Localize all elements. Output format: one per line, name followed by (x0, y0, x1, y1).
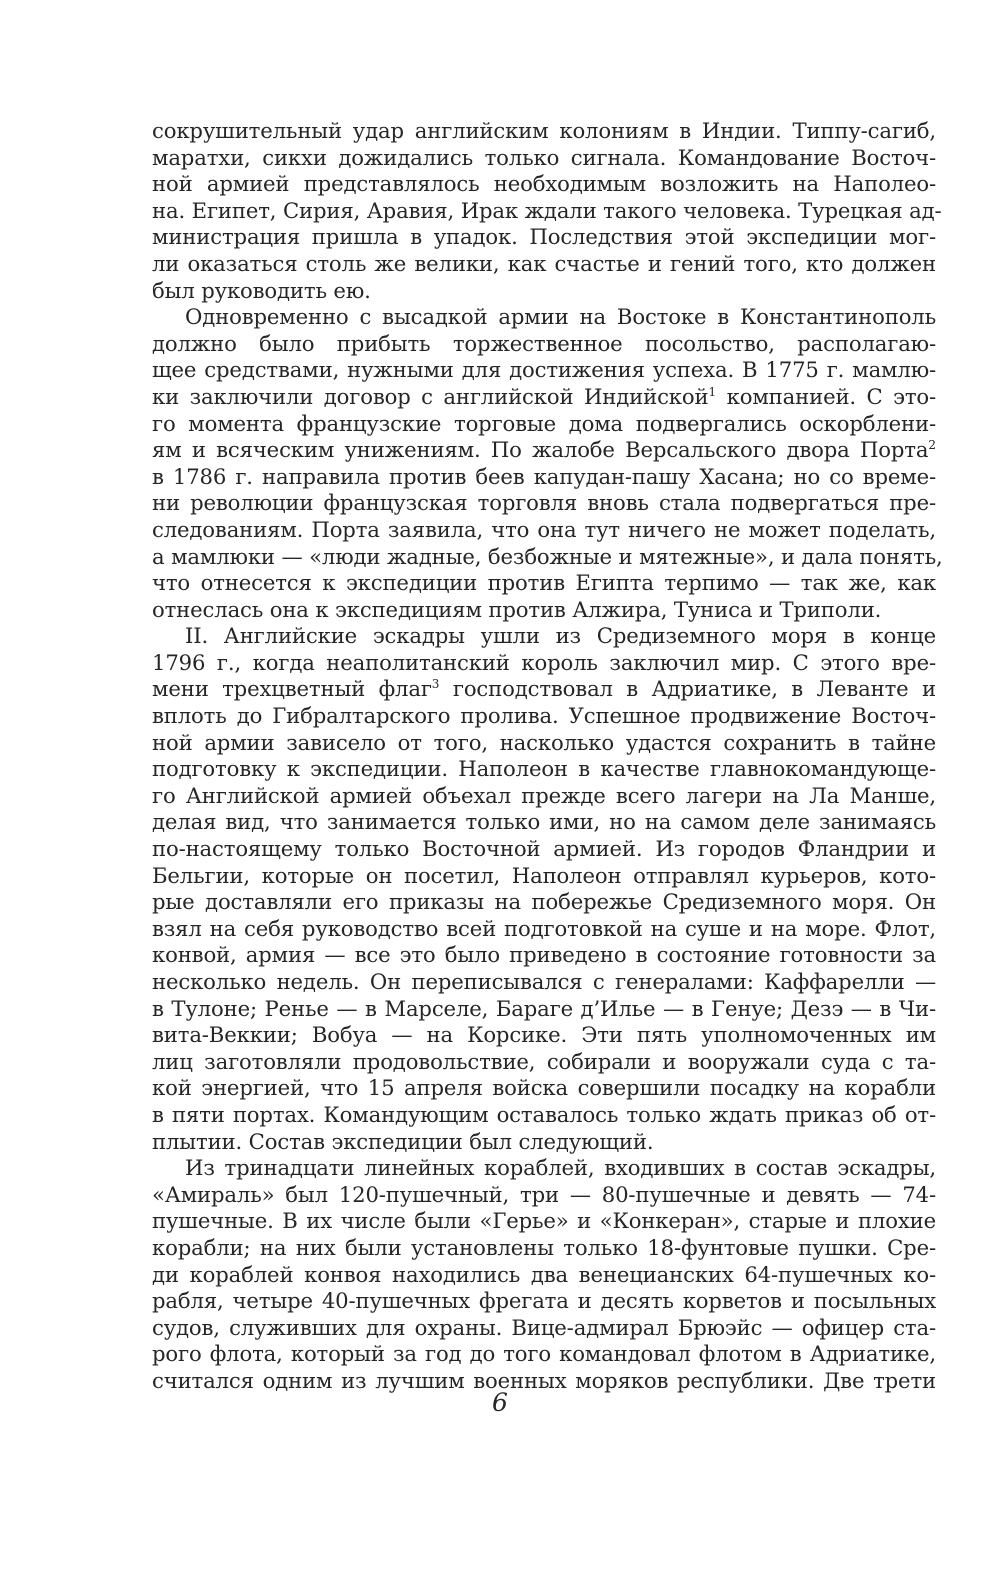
text-line (152, 490, 936, 517)
line-text: ной армии зависело от того, насколько удастся сохранить в тайне (152, 729, 936, 755)
line-text: на. Египет, Сирия, Аравия, Ирак ждали такого человека. Турецкая ад- (152, 197, 942, 223)
page-number: 6 (492, 1388, 508, 1417)
text-line (152, 676, 936, 703)
line-text: был руководить ею. (152, 277, 371, 303)
text-line (152, 464, 936, 491)
line-text: го момента французские торговые дома подвергались оскорблени- (152, 410, 936, 436)
text-line (152, 1102, 936, 1129)
line-text: отнеслась она к экспедициям против Алжира, Туниса и Триполи. (152, 596, 882, 622)
line-text: сокрушительный удар английским колониям в Индии. Типпу-сагиб, (152, 118, 936, 143)
line-text: рые доставляли его приказы на побережье Средиземного моря. Он (152, 889, 936, 915)
text-line (152, 570, 936, 597)
line-text: в Тулоне; Ренье — в Марселе, Бараге д’Илье — в Генуе; Дезэ — в Чи- (152, 995, 936, 1021)
line-text: Одновременно с высадкой армии на Востоке в Константинополь (185, 304, 936, 330)
text-line (152, 1049, 936, 1076)
footnote-marker: 1 (708, 384, 717, 399)
line-text: II. Английские эскадры ушли из Средиземного моря в конце (185, 623, 936, 649)
text-line (152, 1129, 936, 1156)
line-text: ди кораблей конвоя находились два венецианских 64-пушечных ко- (152, 1261, 936, 1287)
line-text: что отнесется к экспедиции против Египта терпимо — так же, как (152, 570, 936, 596)
line-text: по-настоящему только Восточной армией. Из городов Фландрии и (152, 836, 936, 862)
text-line (152, 836, 936, 863)
text-line (152, 969, 936, 996)
text-line (152, 597, 936, 624)
text-line (152, 1182, 936, 1209)
text-line (152, 384, 936, 411)
footnote-marker: 3 (431, 677, 440, 692)
line-text: корабли; на них были установлены только 18-фунтовые пушки. Сре- (152, 1234, 936, 1260)
line-text: Бельгии, которые он посетил, Наполеон отправлял курьеров, кото- (152, 862, 936, 888)
line-text: ни революции французская торговля вновь стала подвергаться пре- (152, 490, 936, 516)
line-text: подготовку к экспедиции. Наполеон в качестве главнокомандующе- (152, 756, 936, 782)
text-line (152, 1315, 936, 1342)
line-text: министрация пришла в упадок. Последствия этой экспедиции мог- (152, 224, 936, 250)
line-text: конвой, армия — все это было приведено в состояние готовности за (152, 942, 936, 968)
line-text: вита-Веккии; Вобуа — на Корсике. Эти пять уполномоченных им (152, 1022, 936, 1048)
text-line (152, 224, 936, 251)
text-line (152, 1262, 936, 1289)
line-text: несколько недель. Он переписывался с генералами: Каффарелли — (152, 969, 936, 994)
line-text: следованиям. Порта заявила, что она тут ничего не может поделать, (152, 516, 936, 542)
line-text: пушечные. В их числе были «Герье» и «Конкеран», старые и плохие (152, 1208, 936, 1234)
line-text: лиц заготовляли продовольствие, собирали и вооружали суда с та- (152, 1048, 936, 1074)
text-line (152, 650, 936, 677)
line-text-continuation: компанией. С это- (716, 383, 937, 409)
text-line (152, 996, 936, 1023)
text-line (152, 730, 936, 757)
text-line (152, 1208, 936, 1235)
line-text: го Английской армией объехал прежде всего лагери на Ла Манше, (152, 782, 936, 808)
text-line (152, 437, 936, 464)
line-text: щее средствами, нужными для достижения успеха. В 1775 г. мамлю- (152, 357, 936, 383)
text-line (152, 1235, 936, 1262)
text-line (152, 543, 943, 571)
text-line (152, 1341, 936, 1368)
text-line (152, 863, 936, 890)
line-text: судов, служивших для охраны. Вице-адмирал Брюэйс — офицер ста- (152, 1314, 936, 1340)
text-line (152, 783, 936, 810)
line-text: Из тринадцати линейных кораблей, входивших в состав эскадры, (185, 1155, 936, 1181)
text-line (152, 1022, 936, 1049)
line-text: плытии. Состав экспедиции был следующий. (152, 1128, 654, 1154)
text-line (152, 171, 936, 198)
text-line (152, 1075, 936, 1102)
line-text: ной армией представлялось необходимым возложить на Наполео- (152, 171, 936, 197)
footnote-marker: 2 (928, 438, 936, 453)
line-text: ки заключили договор с английской Индийской (152, 383, 709, 409)
line-text: а мамлюки — «люди жадные, безбожные и мятежные», и дала понять, (152, 543, 943, 569)
line-text: мени трехцветный флаг (152, 676, 432, 702)
paragraph-first-line (152, 304, 936, 331)
line-text: в пяти портах. Командующим оставалось только ждать приказ об от- (152, 1101, 936, 1127)
paragraph-first-line (152, 623, 936, 650)
line-text: «Амираль» был 120-пушечный, три — 80-пушечные и девять — 74- (152, 1181, 936, 1207)
text-line (152, 916, 936, 943)
line-text: должно было прибыть торжественное посольство, располагаю- (152, 330, 936, 356)
line-text: кой энергией, что 15 апреля войска совершили посадку на корабли (152, 1075, 936, 1101)
text-line (152, 331, 936, 358)
line-text: рабля, четыре 40-пушечных фрегата и десять корветов и посыльных (152, 1288, 936, 1314)
text-line (152, 889, 936, 916)
paragraph-first-line (152, 1155, 936, 1182)
text-line (152, 357, 936, 384)
line-text: рого флота, который за год до того командовал флотом в Адриатике, (152, 1341, 936, 1367)
text-line (152, 703, 936, 730)
text-line (152, 1288, 936, 1315)
text-line (152, 278, 936, 305)
line-text: в 1786 г. направила против беев капудан-пашу Хасана; но со време- (152, 463, 936, 489)
text-line (152, 118, 936, 145)
line-text: вплоть до Гибралтарского пролива. Успешное продвижение Восточ- (152, 703, 936, 729)
line-text: ям и всяческим унижениям. По жалобе Версальского двора Порта (152, 437, 929, 463)
text-line (152, 145, 936, 172)
line-text: маратхи, сикхи дожидались только сигнала. Командование Восточ- (152, 144, 936, 170)
text-line (152, 517, 936, 544)
line-text: ли оказаться столь же велики, как счастье и гений того, кто должен (152, 250, 936, 276)
text-line (152, 942, 936, 969)
line-text: делая вид, что занимается только ими, но на самом деле занимаясь (152, 809, 936, 835)
text-body (152, 118, 943, 1558)
line-text: взял на себя руководство всей подготовкой на суше и на море. Флот, (152, 915, 936, 941)
text-line (152, 411, 936, 438)
line-text: 1796 г., когда неаполитанский король заключил мир. С этого вре- (152, 649, 936, 675)
line-text-continuation: господствовал в Адриатике, в Леванте и (439, 676, 936, 702)
text-line (152, 251, 936, 278)
text-line (152, 197, 942, 225)
text-line (152, 809, 936, 836)
line-text: считался одним из лучшим военных моряков республики. Две трети (152, 1367, 936, 1393)
text-line (152, 756, 936, 783)
